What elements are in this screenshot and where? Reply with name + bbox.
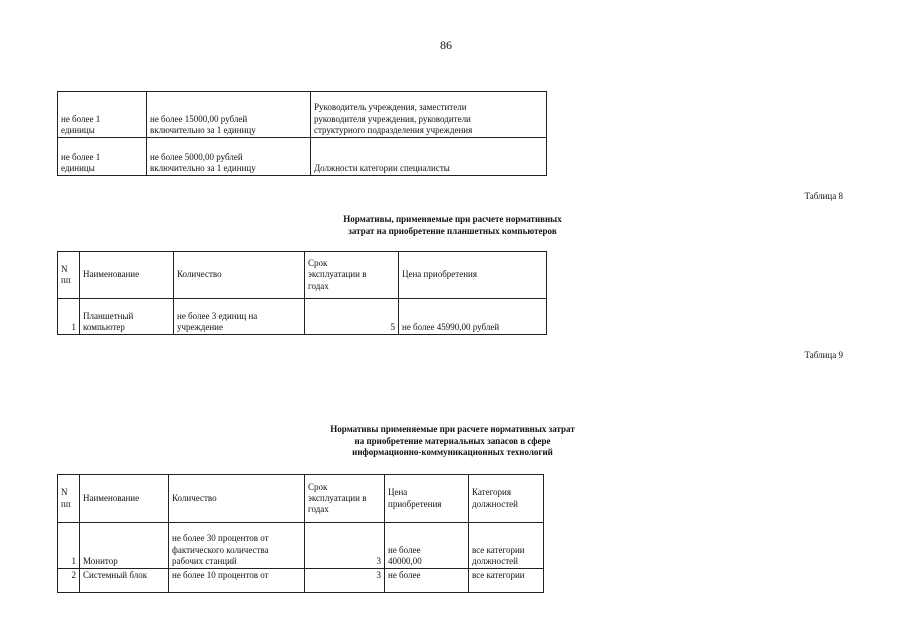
- header-name: Наименование: [80, 475, 169, 523]
- price-cell: не более: [385, 569, 469, 593]
- header-service-life: Срок эксплуатации в годах: [305, 475, 385, 523]
- header-quantity: Количество: [174, 252, 305, 299]
- quantity-cell: не более 30 процентов от фактического количества рабочих станций: [169, 523, 305, 569]
- quantity-cell: не более 3 единиц на учреждение: [174, 299, 305, 335]
- header-service-life: Срок эксплуатации в годах: [305, 252, 399, 299]
- quantity-cell: не более 10 процентов от: [169, 569, 305, 593]
- name-cell: Монитор: [80, 523, 169, 569]
- table-9-heading: Нормативы применяемые при расчете нормативных затрат на приобретение материальных запасов в сфере информационно-коммуникационных технологий: [330, 424, 575, 458]
- header-n: N пп: [58, 252, 80, 299]
- row-number: 1: [58, 299, 80, 335]
- table-9: [57, 474, 544, 593]
- header-n: N пп: [58, 475, 80, 523]
- table-8-heading: Нормативы, применяемые при расчете нормативных затрат на приобретение планшетных компьютеров: [343, 214, 562, 236]
- price-cell: не более 5000,00 рублей включительно за 1 единицу: [147, 138, 311, 176]
- row-number: 2: [58, 569, 80, 593]
- service-life-cell: 3: [305, 569, 385, 593]
- table-row: [58, 299, 547, 335]
- price-cell: не более 40000,00: [385, 523, 469, 569]
- quantity-cell: не более 1 единицы: [58, 138, 147, 176]
- price-cell: не более 45990,00 рублей: [399, 299, 547, 335]
- table-row: [58, 138, 547, 176]
- category-cell: все категории должностей: [469, 523, 544, 569]
- table-row: [58, 92, 547, 138]
- quantity-cell: не более 1 единицы: [58, 92, 147, 138]
- service-life-cell: 3: [305, 523, 385, 569]
- header-price: Цена приобретения: [399, 252, 547, 299]
- table-9-caption: Таблица 9: [804, 350, 843, 360]
- table-header-row: [58, 252, 547, 299]
- price-cell: не более 15000,00 рублей включительно за 1 единицу: [147, 92, 311, 138]
- positions-cell: Должности категории специалисты: [311, 138, 547, 176]
- header-category: Категория должностей: [469, 475, 544, 523]
- header-name: Наименование: [80, 252, 174, 299]
- page-number: 86: [440, 38, 452, 52]
- category-cell: все категории: [469, 569, 544, 593]
- header-price: Цена приобретения: [385, 475, 469, 523]
- row-number: 1: [58, 523, 80, 569]
- name-cell: Системный блок: [80, 569, 169, 593]
- service-life-cell: 5: [305, 299, 399, 335]
- positions-cell: Руководитель учреждения, заместители руководителя учреждения, руководители структурного подразделения учреждения: [311, 92, 547, 138]
- table-8: [57, 251, 547, 335]
- table-header-row: [58, 475, 544, 523]
- table-8-caption: Таблица 8: [804, 191, 843, 201]
- table-previous: [57, 91, 547, 176]
- table-row: [58, 569, 544, 593]
- header-quantity: Количество: [169, 475, 305, 523]
- name-cell: Планшетный компьютер: [80, 299, 174, 335]
- table-row: [58, 523, 544, 569]
